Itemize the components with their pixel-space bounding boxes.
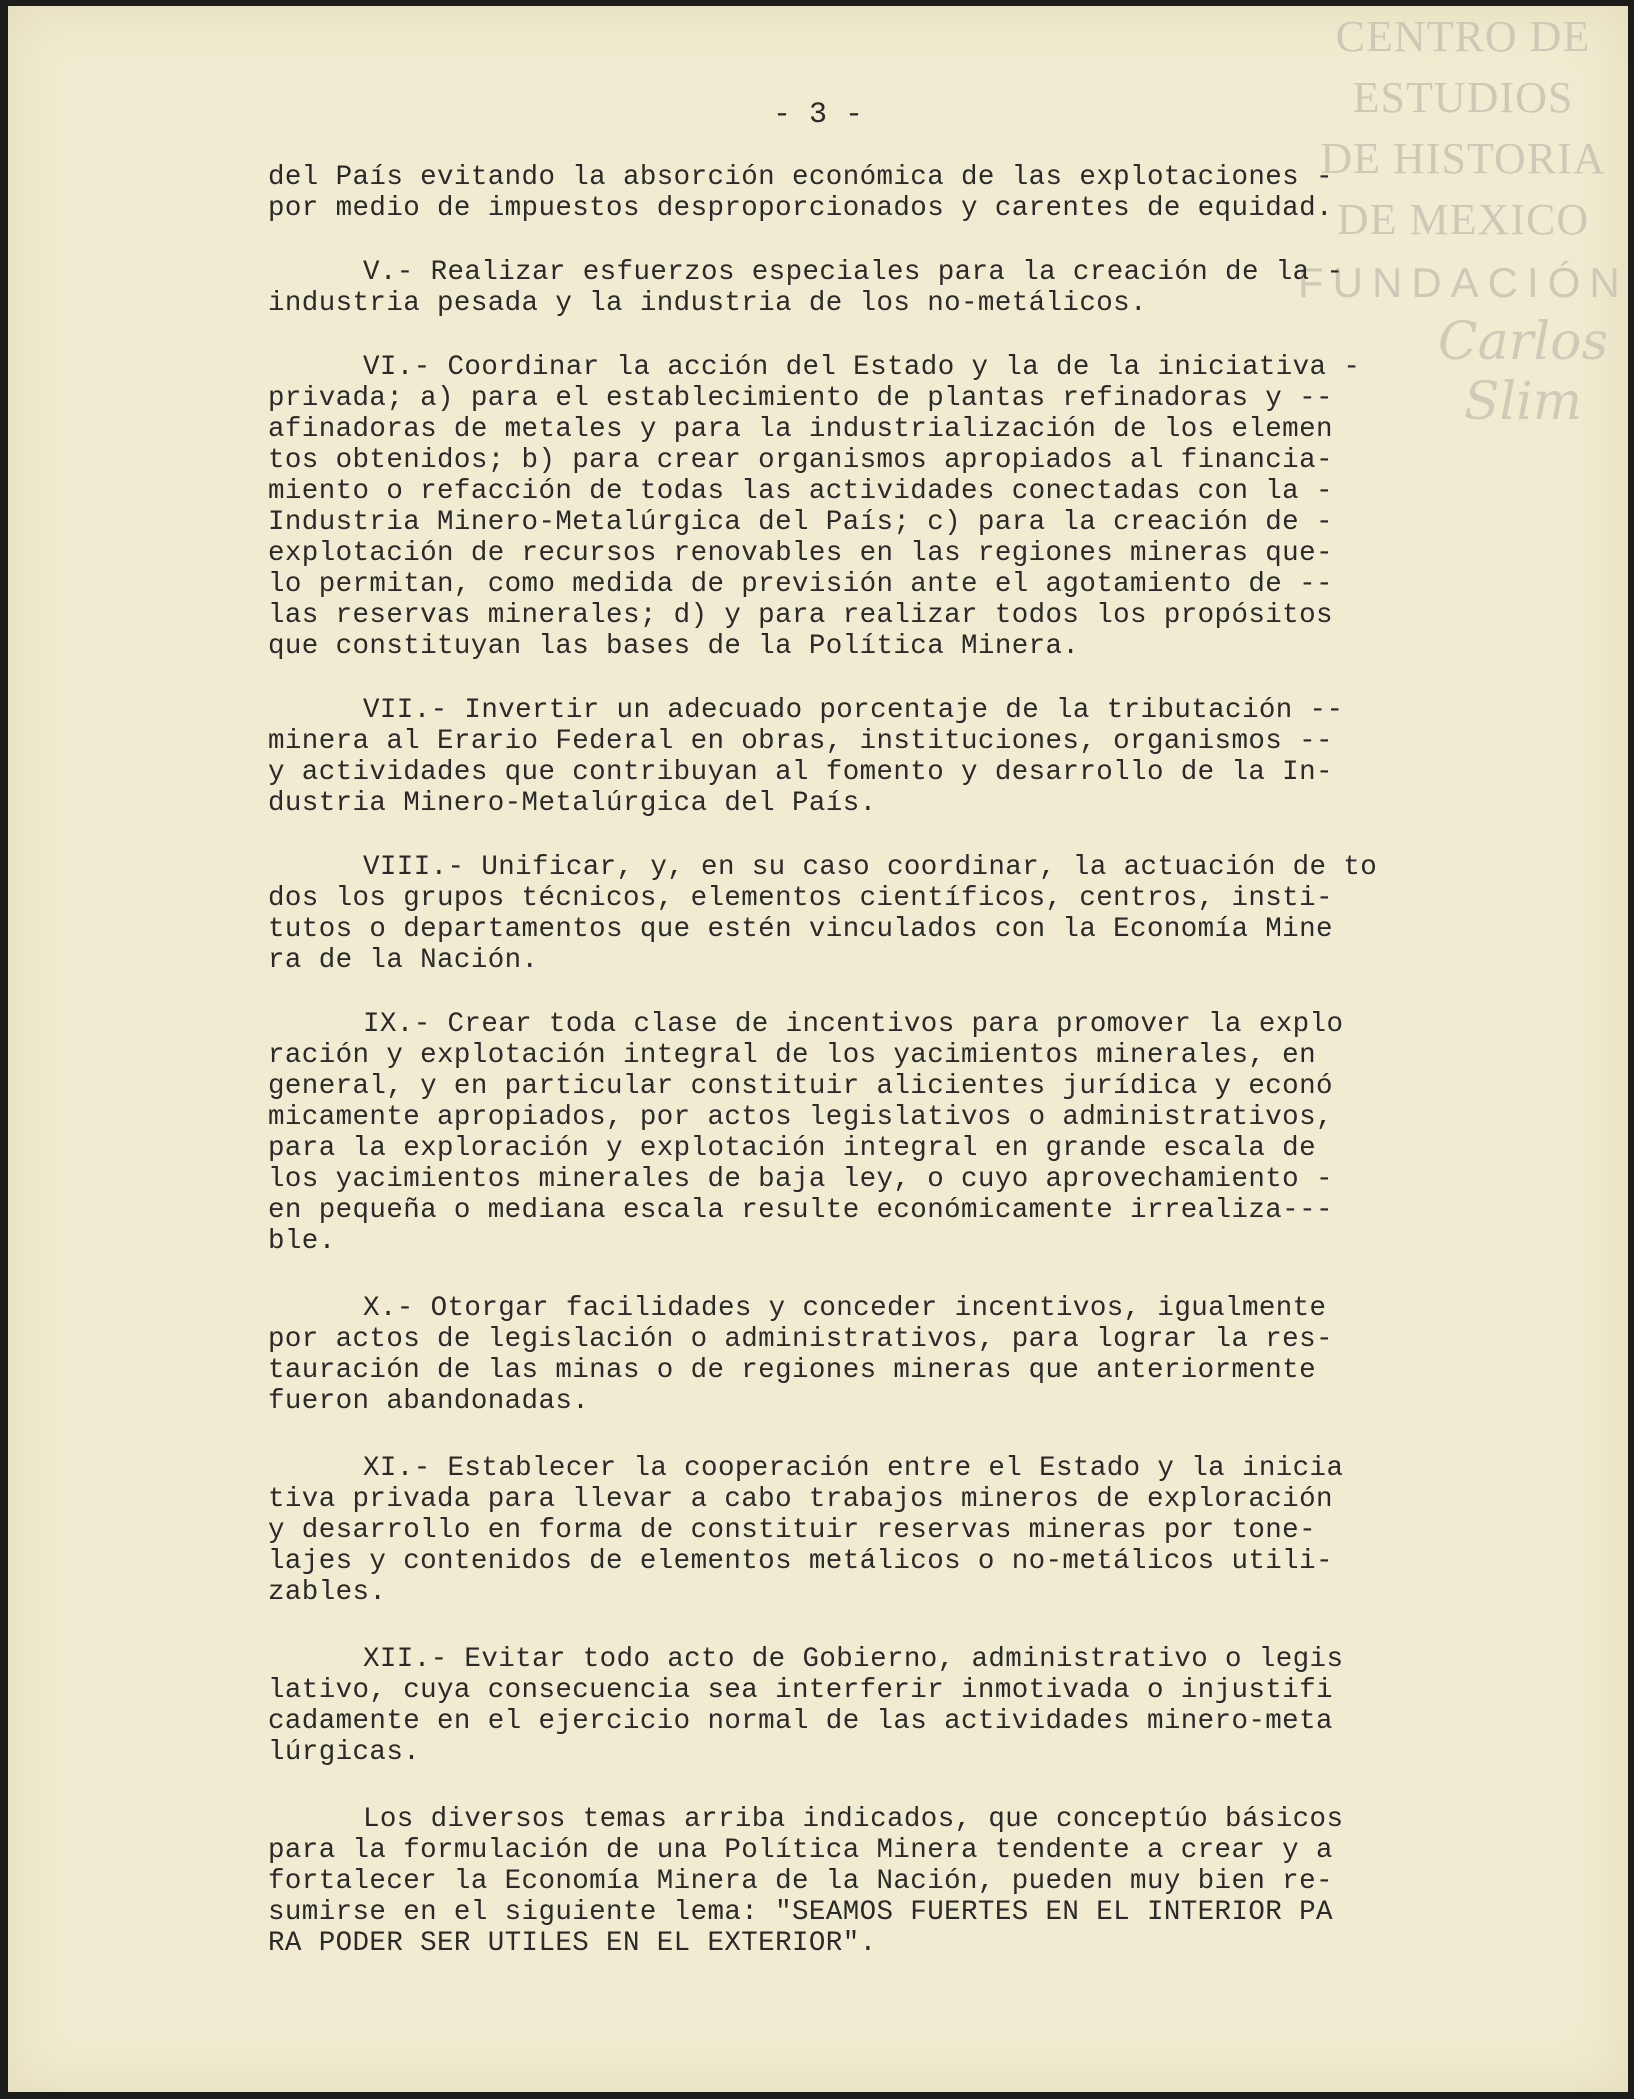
text-line: tauración de las minas o de regiones mineras que anteriormente: [268, 1355, 1316, 1386]
text-line: por actos de legislación o administrativos, para lograr la res-: [268, 1324, 1333, 1355]
paragraph: [268, 852, 1478, 976]
text-line: IX.- Crear toda clase de incentivos para promover la explo: [363, 1009, 1344, 1040]
text-line: industria pesada y la industria de los no-metálicos.: [268, 288, 1147, 319]
text-line: del País evitando la absorción económica de las explotaciones -: [268, 162, 1333, 193]
watermark-line-4: DE MEXICO: [1336, 195, 1590, 244]
paragraph: [268, 1293, 1478, 1417]
text-line: explotación de recursos renovables en las regiones mineras que-: [268, 538, 1333, 569]
document-body: [268, 162, 1478, 1959]
text-line: tos obtenidos; b) para crear organismos apropiados al financia-: [268, 445, 1333, 476]
text-line: VIII.- Unificar, y, en su caso coordinar, la actuación de to: [363, 852, 1378, 883]
text-line: Industria Minero-Metalúrgica del País; c) para la creación de -: [268, 507, 1333, 538]
text-line: ra de la Nación.: [268, 945, 539, 976]
page-number: - 3 -: [772, 98, 863, 132]
watermark-line-2: ESTUDIOS: [1352, 73, 1574, 122]
watermark-line-3: DE HISTORIA: [1320, 134, 1606, 183]
text-line: fortalecer la Economía Minera de la Nación, pueden muy bien re-: [268, 1866, 1333, 1897]
text-line: ble.: [268, 1226, 336, 1257]
text-line: miento o refacción de todas las actividades conectadas con la -: [268, 476, 1333, 507]
paragraph: [268, 1453, 1478, 1608]
text-line: y desarrollo en forma de constituir reservas mineras por tone-: [268, 1515, 1316, 1546]
text-line: los yacimientos minerales de baja ley, o cuyo aprovechamiento -: [268, 1164, 1333, 1195]
text-line: dos los grupos técnicos, elementos científicos, centros, insti-: [268, 883, 1333, 914]
paragraph: [268, 1009, 1478, 1257]
paragraph: [268, 257, 1478, 319]
text-line: general, y en particular constituir alicientes jurídica y econó: [268, 1071, 1333, 1102]
text-line: RA PODER SER UTILES EN EL EXTERIOR".: [268, 1928, 877, 1959]
watermark-signature: Carlos Slim: [1437, 312, 1609, 432]
text-line: lúrgicas.: [268, 1737, 421, 1768]
text-line: para la formulación de una Política Minera tendente a crear y a: [268, 1835, 1333, 1866]
text-line: XII.- Evitar todo acto de Gobierno, administrativo o legis: [363, 1644, 1344, 1675]
text-line: las reservas minerales; d) y para realizar todos los propósitos: [268, 600, 1333, 631]
text-line: que constituyan las bases de la Política Minera.: [268, 631, 1080, 662]
text-line: cadamente en el ejercicio normal de las actividades minero-meta: [268, 1706, 1333, 1737]
document-page: [8, 6, 1628, 2092]
text-line: sumirse en el siguiente lema: "SEAMOS FUERTES EN EL INTERIOR PA: [268, 1897, 1333, 1928]
text-line: lo permitan, como medida de previsión ante el agotamiento de --: [268, 569, 1333, 600]
paragraph: [268, 695, 1478, 819]
paragraph: [268, 1804, 1478, 1959]
text-line: por medio de impuestos desproporcionados y carentes de equidad.: [268, 193, 1333, 224]
text-line: tutos o departamentos que estén vinculados con la Economía Mine: [268, 914, 1333, 945]
text-line: lajes y contenidos de elementos metálicos o no-metálicos utili-: [268, 1546, 1333, 1577]
text-line: zables.: [268, 1577, 387, 1608]
text-line: y actividades que contribuyan al fomento y desarrollo de la In-: [268, 757, 1333, 788]
text-line: privada; a) para el establecimiento de plantas refinadoras y --: [268, 383, 1333, 414]
text-line: tiva privada para llevar a cabo trabajos mineros de exploración: [268, 1484, 1333, 1515]
text-line: en pequeña o mediana escala resulte económicamente irrealiza---: [268, 1195, 1333, 1226]
watermark-brand: FUNDACIÓN: [1298, 259, 1629, 306]
paragraph: [268, 1644, 1478, 1768]
watermark-line-1: CENTRO DE: [1335, 12, 1591, 61]
text-line: micamente apropiados, por actos legislativos o administrativos,: [268, 1102, 1333, 1133]
text-line: V.- Realizar esfuerzos especiales para la creación de la -: [363, 257, 1344, 288]
text-line: VII.- Invertir un adecuado porcentaje de la tributación --: [363, 695, 1344, 726]
text-line: fueron abandonadas.: [268, 1386, 590, 1417]
text-line: afinadoras de metales y para la industrialización de los elemen: [268, 414, 1333, 445]
text-line: ración y explotación integral de los yacimientos minerales, en: [268, 1040, 1316, 1071]
paragraph: [268, 352, 1478, 662]
text-line: VI.- Coordinar la acción del Estado y la de la iniciativa -: [363, 352, 1361, 383]
text-line: Los diversos temas arriba indicados, que conceptúo básicos: [363, 1804, 1344, 1835]
text-line: minera al Erario Federal en obras, instituciones, organismos --: [268, 726, 1333, 757]
text-line: lativo, cuya consecuencia sea interferir inmotivada o injustifi: [268, 1675, 1333, 1706]
text-line: para la exploración y explotación integral en grande escala de: [268, 1133, 1316, 1164]
text-line: dustria Minero-Metalúrgica del País.: [268, 788, 877, 819]
text-line: X.- Otorgar facilidades y conceder incentivos, igualmente: [363, 1293, 1327, 1324]
text-line: XI.- Establecer la cooperación entre el Estado y la inicia: [363, 1453, 1344, 1484]
paragraph: [268, 162, 1478, 224]
